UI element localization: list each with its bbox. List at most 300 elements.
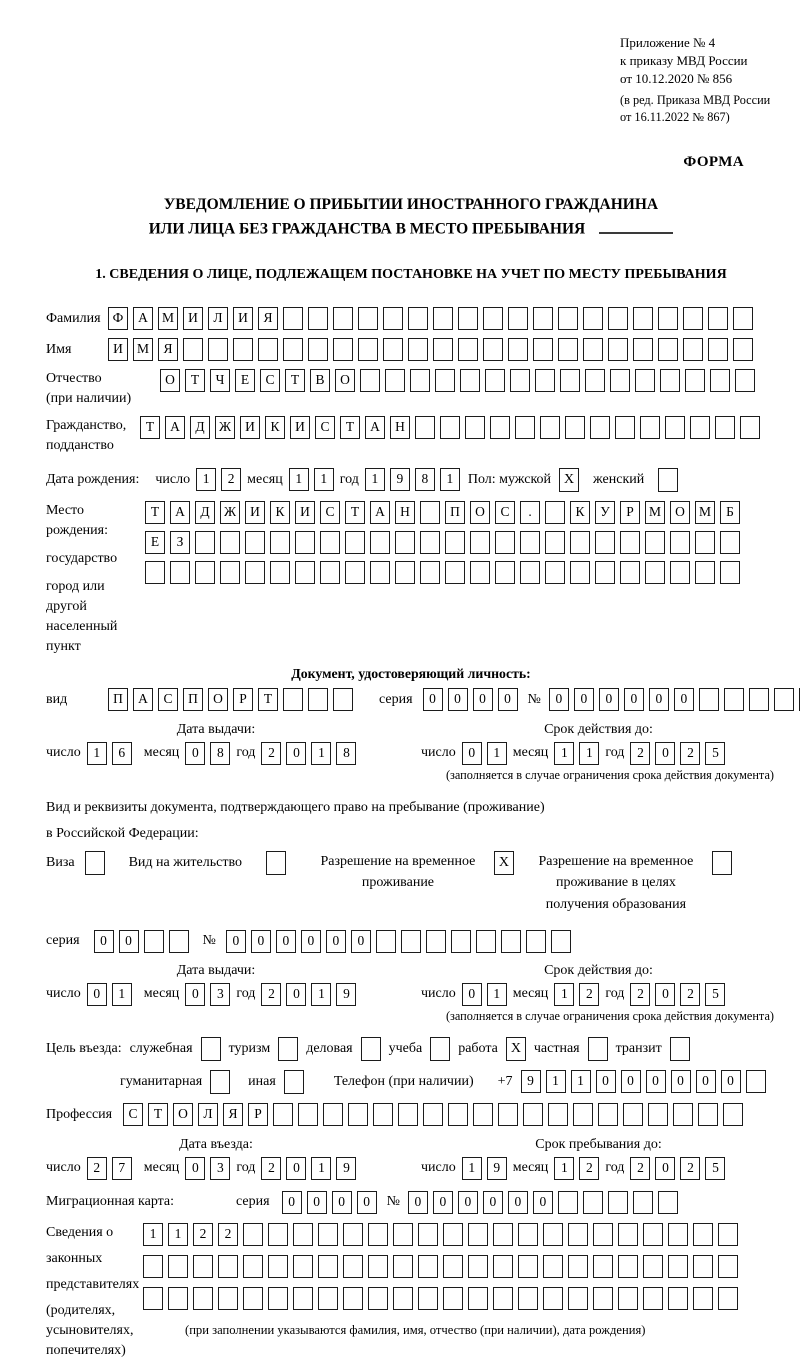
char-cell: Т bbox=[345, 501, 365, 524]
char-cell bbox=[458, 338, 478, 361]
char-cell bbox=[620, 561, 640, 584]
char-cell bbox=[508, 307, 528, 330]
char-cell bbox=[144, 930, 164, 953]
birthplace-label4: населенный пункт bbox=[46, 618, 118, 654]
char-cell bbox=[368, 1255, 388, 1278]
char-cell: 0 bbox=[655, 983, 675, 1006]
char-cell bbox=[368, 1223, 388, 1246]
residence-doc-intro1: Вид и реквизиты документа, подтверждающего право на пребывание (проживание) bbox=[46, 799, 545, 815]
char-cell bbox=[243, 1223, 263, 1246]
char-cell: 0 bbox=[185, 1157, 205, 1180]
name-row bbox=[46, 338, 776, 362]
char-cell bbox=[451, 930, 471, 953]
year-label: год bbox=[236, 745, 256, 761]
char-cell: 0 bbox=[301, 930, 321, 953]
char-cell bbox=[418, 1255, 438, 1278]
char-cell bbox=[495, 561, 515, 584]
char-cell bbox=[593, 1255, 613, 1278]
temp-residence-edu-label: Разрешение на временное проживание в целях получения образования bbox=[538, 853, 694, 913]
char-cell bbox=[283, 338, 303, 361]
migcard-number-label: № bbox=[386, 1194, 400, 1210]
char-cell bbox=[510, 369, 530, 392]
char-cell bbox=[468, 1255, 488, 1278]
char-cell: Е bbox=[235, 369, 255, 392]
char-cell bbox=[360, 369, 380, 392]
char-cell: 2 bbox=[680, 1157, 700, 1180]
year-label: год bbox=[236, 1160, 256, 1176]
char-cell: 0 bbox=[533, 1191, 553, 1214]
residence-permit-checkbox bbox=[266, 851, 286, 875]
char-cell: О bbox=[670, 501, 690, 524]
order-reference-block bbox=[620, 34, 776, 126]
issue-day-cells bbox=[87, 742, 132, 765]
char-cell: 2 bbox=[579, 983, 599, 1006]
char-cell bbox=[643, 1287, 663, 1310]
appendix-number: Приложение № 4 bbox=[620, 35, 716, 50]
char-cell bbox=[733, 307, 753, 330]
char-cell bbox=[473, 1103, 493, 1126]
char-cell bbox=[635, 369, 655, 392]
char-cell: 0 bbox=[286, 1157, 306, 1180]
char-cell bbox=[345, 531, 365, 554]
char-cell bbox=[573, 1103, 593, 1126]
res-issue-day-cells bbox=[87, 983, 132, 1006]
char-cell: К bbox=[570, 501, 590, 524]
char-cell: 1 bbox=[487, 983, 507, 1006]
char-cell bbox=[695, 561, 715, 584]
reps-cells-row3 bbox=[143, 1287, 738, 1310]
char-cell bbox=[670, 561, 690, 584]
char-cell: 8 bbox=[415, 468, 435, 491]
reps-cells-row1 bbox=[143, 1223, 738, 1246]
char-cell bbox=[608, 1191, 628, 1214]
char-cell bbox=[520, 531, 540, 554]
char-cell: 6 bbox=[112, 742, 132, 765]
char-cell bbox=[426, 930, 446, 953]
char-cell: 1 bbox=[314, 468, 334, 491]
purpose-transit-checkbox bbox=[670, 1037, 690, 1061]
char-cell bbox=[749, 688, 769, 711]
res-series-label: серия bbox=[46, 933, 80, 949]
char-cell bbox=[383, 338, 403, 361]
day-label: число bbox=[46, 745, 81, 761]
day-label: число bbox=[46, 1160, 81, 1176]
char-cell: 2 bbox=[630, 983, 650, 1006]
char-cell bbox=[245, 561, 265, 584]
char-cell: 0 bbox=[94, 930, 114, 953]
char-cell bbox=[693, 1223, 713, 1246]
char-cell bbox=[418, 1223, 438, 1246]
char-cell: Т bbox=[140, 416, 160, 439]
char-cell bbox=[618, 1287, 638, 1310]
char-cell bbox=[695, 531, 715, 554]
month-label: месяц bbox=[143, 1160, 180, 1176]
char-cell: И bbox=[240, 416, 260, 439]
char-cell: И bbox=[183, 307, 203, 330]
char-cell bbox=[370, 561, 390, 584]
char-cell bbox=[715, 416, 735, 439]
char-cell: 0 bbox=[671, 1070, 691, 1093]
purpose-other-label: иная bbox=[248, 1073, 276, 1089]
reps-label4: (родителях, bbox=[46, 1302, 116, 1318]
char-cell bbox=[615, 416, 635, 439]
char-cell: А bbox=[365, 416, 385, 439]
char-cell bbox=[658, 307, 678, 330]
char-cell bbox=[718, 1287, 738, 1310]
char-cell bbox=[583, 1191, 603, 1214]
char-cell: О bbox=[208, 688, 228, 711]
char-cell bbox=[348, 1103, 368, 1126]
char-cell bbox=[699, 688, 719, 711]
char-cell bbox=[723, 1103, 743, 1126]
char-cell bbox=[543, 1287, 563, 1310]
char-cell bbox=[570, 531, 590, 554]
char-cell: 0 bbox=[433, 1191, 453, 1214]
char-cell: Ж bbox=[215, 416, 235, 439]
char-cell bbox=[570, 561, 590, 584]
char-cell bbox=[598, 1103, 618, 1126]
char-cell bbox=[423, 1103, 443, 1126]
char-cell bbox=[495, 531, 515, 554]
purpose-tourism-checkbox bbox=[278, 1037, 298, 1061]
char-cell: 0 bbox=[286, 983, 306, 1006]
char-cell: 1 bbox=[554, 1157, 574, 1180]
char-cell: Л bbox=[198, 1103, 218, 1126]
form-title bbox=[46, 193, 776, 241]
char-cell bbox=[218, 1255, 238, 1278]
char-cell bbox=[233, 338, 253, 361]
purpose-business-checkbox bbox=[361, 1037, 381, 1061]
sex-male-checkbox: X bbox=[559, 468, 579, 492]
char-cell: 1 bbox=[487, 742, 507, 765]
char-cell bbox=[420, 531, 440, 554]
char-cell: 0 bbox=[185, 742, 205, 765]
char-cell bbox=[483, 338, 503, 361]
citizenship-row bbox=[46, 416, 776, 456]
char-cell bbox=[295, 561, 315, 584]
char-cell bbox=[593, 1287, 613, 1310]
res-expiry-note: (заполняется в случае ограничения срока действия документа) bbox=[445, 1008, 774, 1023]
patronymic-label2: (при наличии) bbox=[46, 390, 132, 406]
purpose-tourism-label: туризм bbox=[228, 1040, 271, 1056]
char-cell: А bbox=[370, 501, 390, 524]
char-cell bbox=[518, 1255, 538, 1278]
char-cell bbox=[618, 1255, 638, 1278]
char-cell bbox=[420, 501, 440, 524]
char-cell: У bbox=[595, 501, 615, 524]
reps-label1: Сведения о bbox=[46, 1224, 114, 1240]
char-cell: 9 bbox=[336, 983, 356, 1006]
char-cell: С bbox=[158, 688, 178, 711]
char-cell bbox=[673, 1103, 693, 1126]
issue-year-cells bbox=[261, 742, 356, 765]
char-cell bbox=[735, 369, 755, 392]
char-cell bbox=[483, 307, 503, 330]
char-cell: В bbox=[310, 369, 330, 392]
char-cell bbox=[658, 338, 678, 361]
phone-cells bbox=[521, 1070, 766, 1093]
char-cell bbox=[493, 1287, 513, 1310]
char-cell bbox=[195, 561, 215, 584]
patronymic-cells bbox=[160, 369, 755, 392]
char-cell bbox=[440, 416, 460, 439]
month-label: месяц bbox=[512, 1160, 549, 1176]
char-cell: 2 bbox=[680, 983, 700, 1006]
issue-date-heading: Дата выдачи: bbox=[176, 721, 256, 737]
char-cell: Я bbox=[158, 338, 178, 361]
char-cell: 0 bbox=[508, 1191, 528, 1214]
char-cell bbox=[445, 531, 465, 554]
char-cell: З bbox=[170, 531, 190, 554]
char-cell bbox=[490, 416, 510, 439]
year-label: год bbox=[605, 986, 625, 1002]
reps-label5: усыновителях, bbox=[46, 1322, 134, 1338]
char-cell bbox=[295, 531, 315, 554]
char-cell bbox=[448, 1103, 468, 1126]
char-cell bbox=[218, 1287, 238, 1310]
char-cell bbox=[169, 930, 189, 953]
char-cell: С bbox=[123, 1103, 143, 1126]
purpose-label: Цель въезда: bbox=[46, 1040, 122, 1056]
birthplace-label3: город или другой bbox=[46, 578, 105, 614]
char-cell bbox=[443, 1223, 463, 1246]
char-cell: 0 bbox=[549, 688, 569, 711]
char-cell bbox=[476, 930, 496, 953]
char-cell: О bbox=[173, 1103, 193, 1126]
char-cell bbox=[420, 561, 440, 584]
char-cell: 1 bbox=[440, 468, 460, 491]
title-underline bbox=[599, 216, 673, 234]
citizenship-cells bbox=[140, 416, 760, 439]
char-cell: 0 bbox=[458, 1191, 478, 1214]
birth-month-cells bbox=[289, 468, 334, 491]
char-cell: 1 bbox=[462, 1157, 482, 1180]
char-cell bbox=[593, 1223, 613, 1246]
char-cell: 2 bbox=[261, 983, 281, 1006]
citizenship-label2: подданство bbox=[46, 437, 114, 453]
char-cell bbox=[410, 369, 430, 392]
char-cell: 1 bbox=[196, 468, 216, 491]
char-cell bbox=[658, 1191, 678, 1214]
section1-heading: 1. СВЕДЕНИЯ О ЛИЦЕ, ПОДЛЕЖАЩЕМ ПОСТАНОВКЕ НА УЧЕТ ПО МЕСТУ ПРЕБЫВАНИЯ bbox=[95, 266, 727, 282]
char-cell: 0 bbox=[483, 1191, 503, 1214]
char-cell bbox=[545, 561, 565, 584]
year-label: год bbox=[339, 471, 359, 487]
char-cell bbox=[565, 416, 585, 439]
surname-cells bbox=[108, 307, 753, 330]
char-cell bbox=[293, 1255, 313, 1278]
char-cell bbox=[358, 338, 378, 361]
birthplace-label2: государство bbox=[46, 550, 118, 566]
char-cell: П bbox=[108, 688, 128, 711]
issue-month-cells bbox=[185, 742, 230, 765]
stay-day-cells bbox=[462, 1157, 507, 1180]
char-cell bbox=[545, 501, 565, 524]
char-cell: 1 bbox=[311, 1157, 331, 1180]
char-cell: Н bbox=[390, 416, 410, 439]
char-cell bbox=[558, 338, 578, 361]
char-cell bbox=[545, 531, 565, 554]
char-cell bbox=[558, 1191, 578, 1214]
char-cell: 2 bbox=[630, 1157, 650, 1180]
char-cell bbox=[168, 1287, 188, 1310]
char-cell bbox=[358, 307, 378, 330]
temp-residence-checkbox: X bbox=[494, 851, 514, 875]
order-line: к приказу МВД России bbox=[620, 53, 748, 69]
entry-month-cells bbox=[185, 1157, 230, 1180]
month-label: месяц bbox=[512, 745, 549, 761]
birthplace-label1: Место рождения: bbox=[46, 502, 108, 538]
char-cell bbox=[458, 307, 478, 330]
char-cell bbox=[220, 531, 240, 554]
char-cell bbox=[618, 1223, 638, 1246]
residence-permit-label: Вид на жительство bbox=[128, 854, 242, 870]
identity-doc-row bbox=[46, 688, 776, 712]
char-cell bbox=[193, 1255, 213, 1278]
char-cell bbox=[543, 1255, 563, 1278]
char-cell: 0 bbox=[351, 930, 371, 953]
char-cell bbox=[718, 1223, 738, 1246]
char-cell bbox=[623, 1103, 643, 1126]
char-cell: 0 bbox=[87, 983, 107, 1006]
char-cell: 1 bbox=[311, 983, 331, 1006]
purpose-work-label: работа bbox=[458, 1040, 498, 1056]
purpose-humanitarian-label: гуманитарная bbox=[120, 1073, 203, 1089]
char-cell bbox=[648, 1103, 668, 1126]
sex-female-checkbox bbox=[658, 468, 678, 492]
char-cell: 0 bbox=[276, 930, 296, 953]
expiry-year-cells bbox=[630, 742, 725, 765]
char-cell: П bbox=[445, 501, 465, 524]
char-cell bbox=[595, 531, 615, 554]
entry-dates bbox=[46, 1137, 776, 1180]
expiry-day-cells bbox=[462, 742, 507, 765]
char-cell: 5 bbox=[705, 742, 725, 765]
char-cell: 0 bbox=[251, 930, 271, 953]
res-expiry-month-cells bbox=[554, 983, 599, 1006]
char-cell bbox=[333, 307, 353, 330]
char-cell: 0 bbox=[624, 688, 644, 711]
birthdate-label: Дата рождения: bbox=[46, 471, 140, 487]
char-cell: 8 bbox=[336, 742, 356, 765]
citizenship-label: Гражданство, bbox=[46, 417, 127, 433]
temp-residence-label: Разрешение на временное проживание bbox=[320, 853, 476, 891]
char-cell: 0 bbox=[286, 742, 306, 765]
char-cell: М bbox=[645, 501, 665, 524]
char-cell: 0 bbox=[423, 688, 443, 711]
char-cell bbox=[376, 930, 396, 953]
reps-label6: попечителях) bbox=[46, 1342, 126, 1358]
migration-card-row bbox=[46, 1191, 776, 1214]
char-cell bbox=[318, 1223, 338, 1246]
char-cell bbox=[533, 338, 553, 361]
char-cell bbox=[543, 1223, 563, 1246]
month-label: месяц bbox=[512, 986, 549, 1002]
char-cell bbox=[585, 369, 605, 392]
char-cell: 0 bbox=[596, 1070, 616, 1093]
char-cell: 0 bbox=[462, 742, 482, 765]
char-cell: Т bbox=[185, 369, 205, 392]
char-cell: 0 bbox=[655, 742, 675, 765]
day-label: число bbox=[421, 986, 456, 1002]
purpose-private-label: частная bbox=[533, 1040, 580, 1056]
char-cell bbox=[595, 561, 615, 584]
expiry-date-heading: Срок действия до: bbox=[544, 721, 653, 737]
char-cell: К bbox=[270, 501, 290, 524]
purpose-humanitarian-checkbox bbox=[210, 1070, 230, 1094]
char-cell bbox=[245, 531, 265, 554]
char-cell bbox=[551, 930, 571, 953]
char-cell: Ж bbox=[220, 501, 240, 524]
stay-year-cells bbox=[630, 1157, 725, 1180]
char-cell: Т bbox=[145, 501, 165, 524]
migcard-series-label: серия bbox=[236, 1194, 270, 1210]
day-label: число bbox=[46, 986, 81, 1002]
identity-doc-dates bbox=[46, 722, 776, 765]
char-cell bbox=[470, 561, 490, 584]
char-cell: Р bbox=[620, 501, 640, 524]
doc-series-label: серия bbox=[379, 691, 413, 707]
char-cell bbox=[258, 338, 278, 361]
char-cell bbox=[660, 369, 680, 392]
char-cell: 0 bbox=[448, 688, 468, 711]
char-cell bbox=[498, 1103, 518, 1126]
char-cell bbox=[401, 930, 421, 953]
char-cell bbox=[501, 930, 521, 953]
char-cell: 2 bbox=[193, 1223, 213, 1246]
char-cell bbox=[568, 1287, 588, 1310]
char-cell bbox=[283, 688, 303, 711]
char-cell bbox=[343, 1255, 363, 1278]
revision-line2: от 16.11.2022 № 867) bbox=[620, 109, 730, 124]
char-cell bbox=[520, 561, 540, 584]
char-cell bbox=[633, 338, 653, 361]
char-cell bbox=[370, 531, 390, 554]
char-cell: А bbox=[170, 501, 190, 524]
char-cell: 2 bbox=[87, 1157, 107, 1180]
char-cell: С bbox=[320, 501, 340, 524]
char-cell bbox=[445, 561, 465, 584]
res-number-cells bbox=[226, 930, 571, 953]
entry-purpose-row bbox=[46, 1037, 776, 1061]
reps-note: (при заполнении указываются фамилия, имя, отчество (при наличии), дата рождения) bbox=[185, 1322, 646, 1337]
day-label: число bbox=[421, 1160, 456, 1176]
name-cells bbox=[108, 338, 753, 361]
char-cell bbox=[195, 531, 215, 554]
char-cell: 8 bbox=[210, 742, 230, 765]
entry-year-cells bbox=[261, 1157, 356, 1180]
identity-doc-heading: Документ, удостоверяющий личность: bbox=[291, 665, 531, 681]
phone-label: Телефон (при наличии) bbox=[333, 1073, 474, 1089]
char-cell: А bbox=[133, 688, 153, 711]
char-cell bbox=[170, 561, 190, 584]
purpose-study-label: учеба bbox=[388, 1040, 423, 1056]
char-cell bbox=[193, 1287, 213, 1310]
char-cell: 0 bbox=[282, 1191, 302, 1214]
char-cell bbox=[590, 416, 610, 439]
char-cell: Б bbox=[720, 501, 740, 524]
res-issue-year-cells bbox=[261, 983, 356, 1006]
purpose-other-checkbox bbox=[284, 1070, 304, 1094]
char-cell: С bbox=[260, 369, 280, 392]
purpose-row2 bbox=[46, 1070, 776, 1094]
sex-female-label: женский bbox=[593, 471, 645, 487]
char-cell bbox=[343, 1287, 363, 1310]
residence-doc-dates bbox=[46, 963, 776, 1006]
char-cell bbox=[395, 531, 415, 554]
char-cell: И bbox=[290, 416, 310, 439]
char-cell: М bbox=[695, 501, 715, 524]
